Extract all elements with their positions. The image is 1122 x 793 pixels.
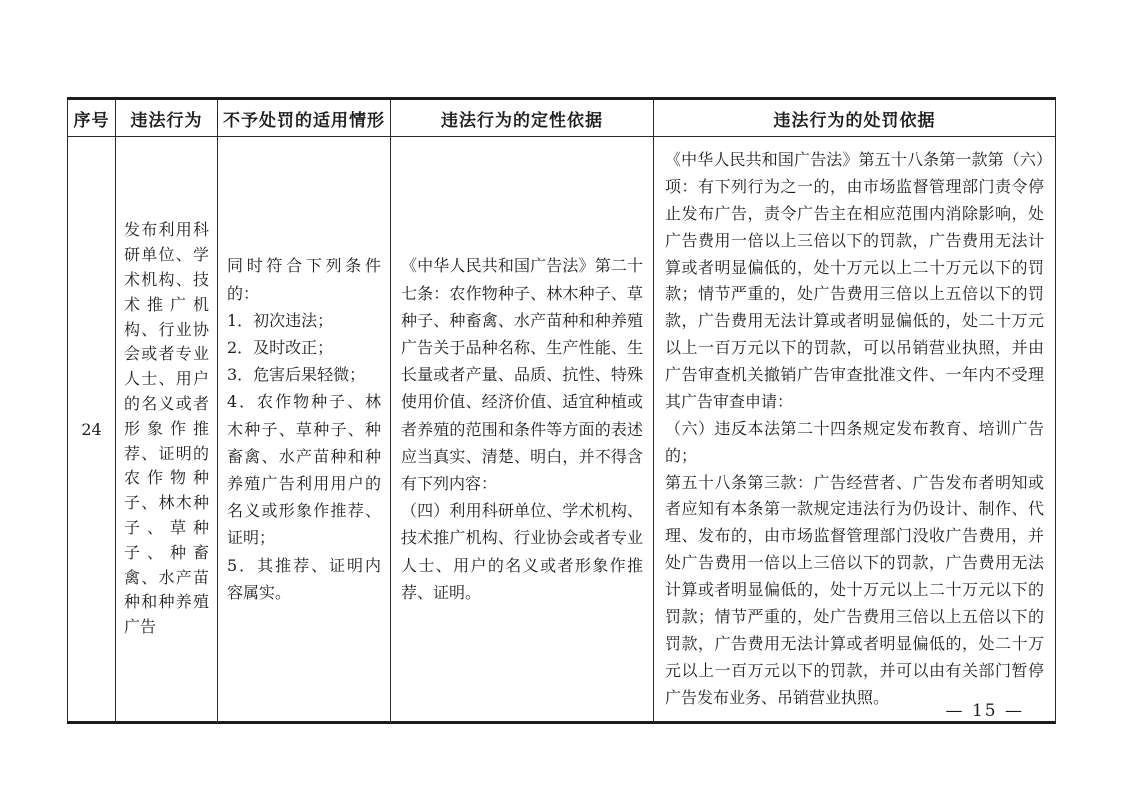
penalty-paragraph-3: 第五十八条第三款：广告经营者、广告发布者明知或者应知有本条第一款规定违法行为仍设计、制作、代理、发布的，由市场监督管理部门没收广告费用，并处广告费用一倍以上三倍以下的罚款，广告费用无法计算或者明显偏低的，处十万元以上二十万元以下的罚款；情节严重的，处广告费用三倍以上五倍以下的罚款，广告费用无法计算或者明显偏低的，处二十万元以上一百万元以下的罚款，并可以由有关部门暂停广告发布业务、吊销营业执照。 — [665, 472, 1044, 707]
penalty-exemption-table — [67, 97, 1056, 724]
cell-no-penalty-conditions — [218, 137, 391, 723]
condition-intro: 同时符合下列条件的： — [227, 256, 381, 303]
condition-item-3: 3．危害后果轻微； — [227, 365, 366, 385]
header-illegal-act: 违法行为 — [116, 99, 218, 137]
table-header-row — [68, 99, 1056, 137]
header-qualitative-basis: 违法行为的定性依据 — [391, 99, 654, 137]
header-penalty-basis: 违法行为的处罚依据 — [654, 99, 1056, 137]
penalty-paragraph-2: （六）违反本法第二十四条规定发布教育、培训广告的； — [665, 418, 1044, 465]
cell-illegal-act: 发布利用科研单位、学术机构、技术推广机构、行业协会或者专业人士、用户的名义或者形象作推荐、证明的农作物种子、林木种子、草种子、种畜禽、水产苗种和种养殖广告 — [116, 137, 218, 723]
qualitative-paragraph-1: 《中华人民共和国广告法》第二十七条：农作物种子、林木种子、草种子、种畜禽、水产苗种和种养殖广告关于品种名称、生产性能、生长量或者产量、品质、抗性、特殊使用价值、经济价值、适宜种植或者养殖的范围和条件等方面的表述应当真实、清楚、明白，并不得含有下列内容： — [401, 256, 643, 493]
qualitative-paragraph-2: （四）利用科研单位、学术机构、技术推广机构、行业协会或者专业人士、用户的名义或者形象作推荐、证明。 — [401, 501, 643, 602]
condition-item-2: 2．及时改正； — [227, 338, 334, 358]
cell-qualitative-basis — [391, 137, 654, 723]
header-no-penalty-conditions: 不予处罚的适用情形 — [218, 99, 391, 137]
cell-serial-number: 24 — [68, 137, 116, 723]
header-serial-number: 序号 — [68, 99, 116, 137]
condition-item-1: 1．初次违法； — [227, 310, 334, 330]
condition-item-5: 5．其推荐、证明内容属实。 — [227, 555, 381, 602]
cell-penalty-basis — [654, 137, 1056, 723]
table-row — [68, 137, 1056, 723]
page-number: — 15 — — [945, 701, 1024, 721]
penalty-paragraph-1: 《中华人民共和国广告法》第五十八条第一款第（六）项：有下列行为之一的，由市场监督管理部门责令停止发布广告，责令广告主在相应范围内消除影响，处广告费用一倍以上三倍以下的罚款，广告费用无法计算或者明显偏低的，处十万元以上二十万元以下的罚款；情节严重的，处广告费用三倍以上五倍以下的罚款，广告费用无法计算或者明显偏低的，处二十万元以上一百万元以下的罚款，可以吊销营业执照，并由广告审查机关撤销广告审查批准文件、一年内不受理其广告审查申请： — [665, 150, 1044, 411]
condition-item-4: 4．农作物种子、林木种子、草种子、种畜禽、水产苗种和种养殖广告利用用户的名义或形象作推荐、证明； — [227, 392, 381, 548]
